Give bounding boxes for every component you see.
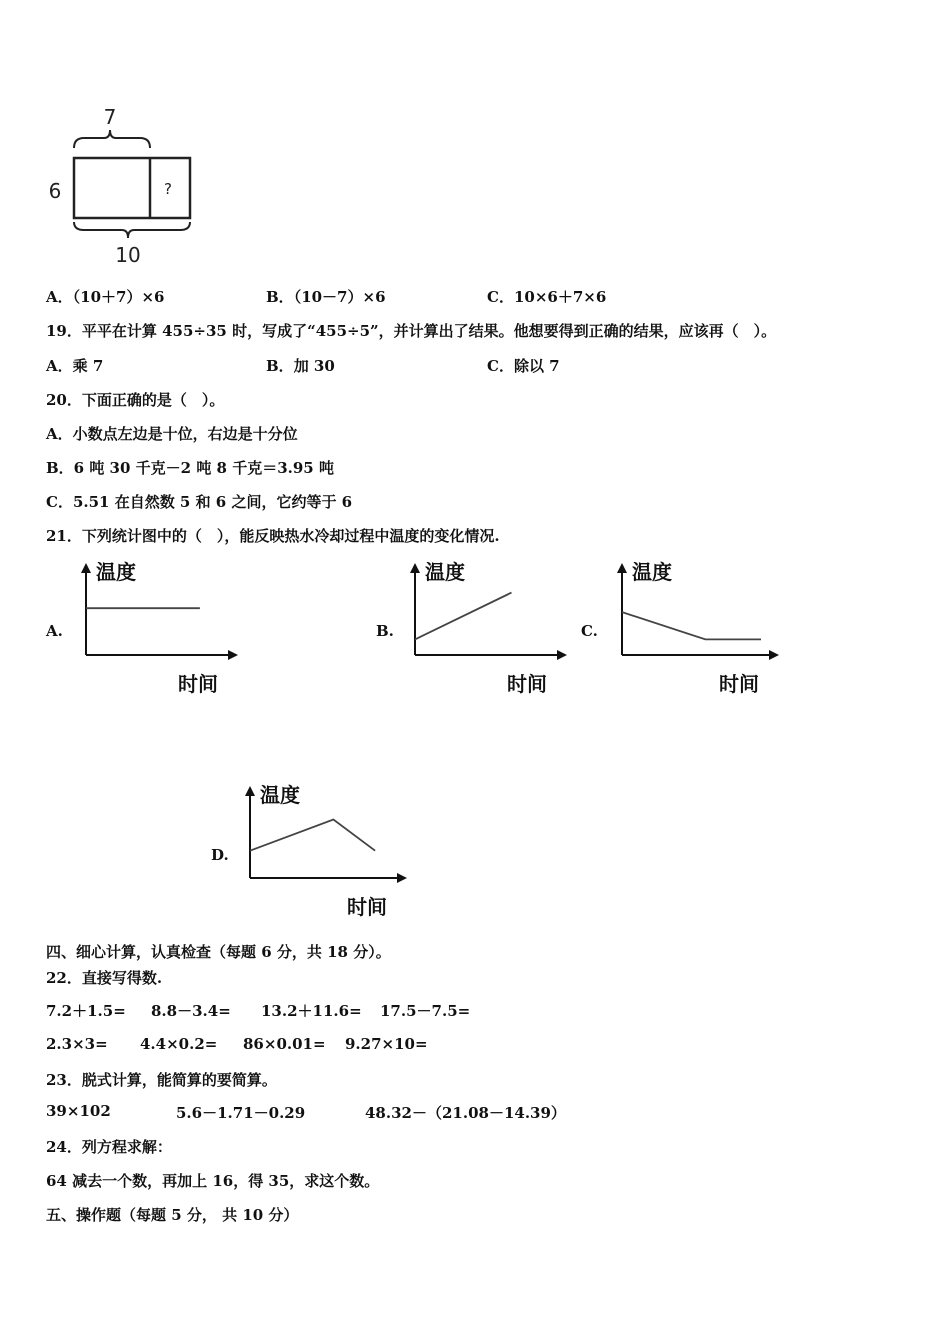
option-letter: A．: [46, 288, 73, 306]
bottom-brace: [74, 222, 190, 238]
q22-item: 86×0.01=: [243, 1035, 326, 1053]
graph-a: [64, 555, 244, 700]
temperature-line: [250, 820, 375, 851]
q23-stem: 23．脱式计算，能简算的要简算。: [46, 1071, 277, 1089]
q19-option-b: [266, 355, 335, 376]
q22-item: 17.5－7.5=: [380, 1002, 471, 1020]
y-axis-label: 温度: [425, 560, 465, 584]
graph-d: [228, 778, 413, 923]
option-text: 乘 7: [72, 357, 104, 375]
left-label: 6: [48, 179, 62, 203]
q19-option-a: [46, 355, 103, 376]
y-axis-arrow: [410, 563, 420, 573]
option-letter: B．: [266, 288, 294, 306]
rectangle-diagram: [40, 100, 210, 270]
graph-b-letter: B.: [376, 622, 394, 640]
top-brace: [74, 130, 150, 148]
q19-stem: 19．平平在计算 455÷35 时，写成了“455÷5”，并计算出了结果。他想要得到正确的结果，应该再（ ）。: [46, 322, 777, 340]
graph-a-letter: A.: [46, 622, 63, 640]
q22-item: 2.3×3=: [46, 1035, 108, 1053]
top-label: 7: [103, 105, 117, 129]
x-axis-arrow: [769, 650, 779, 660]
q18-option-a: [46, 286, 164, 307]
q24-stem: 24．列方程求解：: [46, 1138, 172, 1156]
q20-option-c: C．5.51 在自然数 5 和 6 之间，它约等于 6: [46, 493, 353, 511]
x-axis-arrow: [397, 873, 407, 883]
q23-item: 48.32－（21.08－14.39）: [365, 1104, 566, 1122]
x-axis-label: 时间: [719, 672, 759, 696]
section4-title: 四、细心计算，认真检查（每题 6 分，共 18 分）。: [46, 943, 391, 961]
option-text: 加 30: [293, 357, 335, 375]
q22-item: 4.4×0.2=: [140, 1035, 218, 1053]
graph-c: [600, 555, 785, 700]
unknown-label: ?: [164, 180, 172, 198]
temperature-line: [622, 612, 761, 639]
bottom-label: 10: [115, 243, 141, 267]
q23-item: 5.6－1.71－0.29: [176, 1104, 306, 1122]
option-text: 10×6＋7×6: [513, 288, 607, 306]
graph-d-letter: D.: [211, 846, 229, 864]
big-rectangle: [74, 158, 190, 218]
q18-option-b: [266, 286, 386, 307]
option-letter: C．: [487, 288, 514, 306]
q22-item: 8.8－3.4=: [151, 1002, 231, 1020]
x-axis-label: 时间: [507, 672, 547, 696]
section5-title: 五、操作题（每题 5 分， 共 10 分）: [46, 1206, 299, 1224]
y-axis-label: 温度: [260, 783, 300, 807]
temperature-line: [415, 593, 512, 640]
q22-item: 13.2＋11.6=: [261, 1002, 362, 1020]
graph-b: [393, 555, 573, 700]
graph-c-letter: C.: [581, 622, 598, 640]
x-axis-label: 时间: [347, 895, 387, 919]
y-axis-label: 温度: [632, 560, 672, 584]
q23-item: 39×102: [46, 1102, 111, 1120]
q19-option-c: [487, 355, 560, 376]
y-axis-arrow: [81, 563, 91, 573]
y-axis-arrow: [245, 786, 255, 796]
q24-text: 64 减去一个数，再加上 16，得 35，求这个数。: [46, 1172, 380, 1190]
option-text: （10－7）×6: [293, 288, 386, 306]
q20-stem: 20．下面正确的是（ ）。: [46, 391, 225, 409]
option-letter: C．: [487, 357, 514, 375]
y-axis-arrow: [617, 563, 627, 573]
option-letter: A．: [46, 357, 73, 375]
q20-option-a: A．小数点左边是十位，右边是十分位: [46, 425, 298, 443]
q22-item: 9.27×10=: [345, 1035, 428, 1053]
x-axis-arrow: [228, 650, 238, 660]
option-letter: B．: [266, 357, 294, 375]
x-axis-label: 时间: [178, 672, 218, 696]
q18-option-c: [487, 286, 606, 307]
x-axis-arrow: [557, 650, 567, 660]
q21-stem: 21．下列统计图中的（ ），能反映热水冷却过程中温度的变化情况.: [46, 527, 500, 545]
option-text: （10＋7）×6: [72, 288, 165, 306]
q20-option-b: B．6 吨 30 千克－2 吨 8 千克＝3.95 吨: [46, 459, 334, 477]
y-axis-label: 温度: [96, 560, 136, 584]
option-text: 除以 7: [513, 357, 560, 375]
q22-item: 7.2＋1.5=: [46, 1002, 126, 1020]
q22-stem: 22．直接写得数.: [46, 969, 163, 987]
